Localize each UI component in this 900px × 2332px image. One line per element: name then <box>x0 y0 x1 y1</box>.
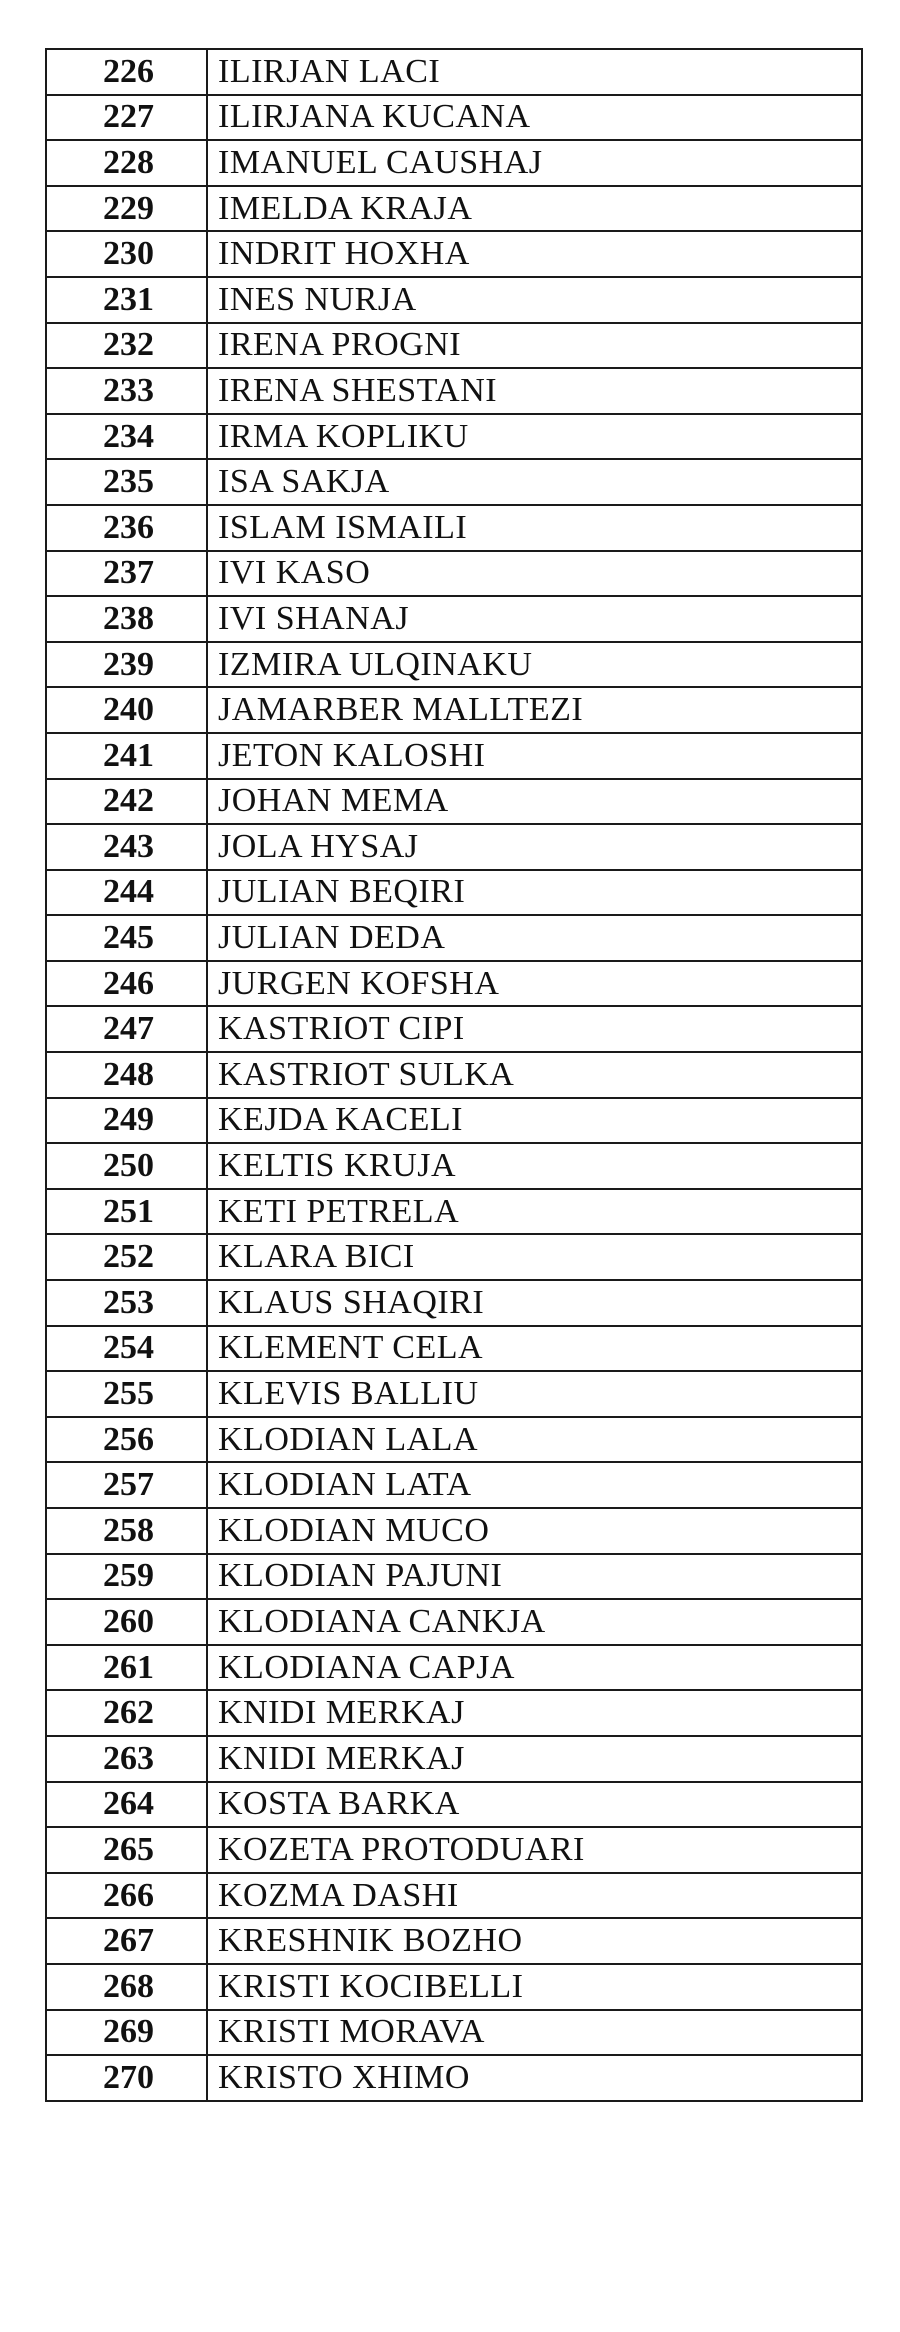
person-name-cell: ILIRJAN LACI <box>207 49 862 95</box>
table-row <box>46 2010 862 2056</box>
row-number-cell: 252 <box>46 1234 207 1280</box>
table-row <box>46 368 862 414</box>
person-name-cell: KLODIANA CANKJA <box>207 1599 862 1645</box>
row-number-cell: 264 <box>46 1782 207 1828</box>
row-number-cell: 254 <box>46 1326 207 1372</box>
table-row <box>46 642 862 688</box>
row-number-cell: 253 <box>46 1280 207 1326</box>
person-name-cell: KRESHNIK BOZHO <box>207 1918 862 1964</box>
table-row <box>46 961 862 1007</box>
table-row <box>46 779 862 825</box>
person-name-cell: KOZETA PROTODUARI <box>207 1827 862 1873</box>
table-row <box>46 1417 862 1463</box>
row-number-cell: 270 <box>46 2055 207 2101</box>
row-number-cell: 241 <box>46 733 207 779</box>
table-row <box>46 1006 862 1052</box>
person-name-cell: IZMIRA ULQINAKU <box>207 642 862 688</box>
person-name-cell: KETI PETRELA <box>207 1189 862 1235</box>
person-name-cell: KOZMA DASHI <box>207 1873 862 1919</box>
person-name-cell: KRISTO XHIMO <box>207 2055 862 2101</box>
row-number-cell: 256 <box>46 1417 207 1463</box>
person-name-cell: KLODIAN LALA <box>207 1417 862 1463</box>
table-row <box>46 824 862 870</box>
person-name-cell: KELTIS KRUJA <box>207 1143 862 1189</box>
name-list-table <box>45 48 863 2102</box>
table-row <box>46 2055 862 2101</box>
table-row <box>46 870 862 916</box>
row-number-cell: 227 <box>46 95 207 141</box>
person-name-cell: KNIDI MERKAJ <box>207 1736 862 1782</box>
row-number-cell: 265 <box>46 1827 207 1873</box>
table-row <box>46 140 862 186</box>
row-number-cell: 258 <box>46 1508 207 1554</box>
table-row <box>46 1326 862 1372</box>
row-number-cell: 268 <box>46 1964 207 2010</box>
table-row <box>46 1873 862 1919</box>
table-row <box>46 1234 862 1280</box>
row-number-cell: 269 <box>46 2010 207 2056</box>
person-name-cell: IMANUEL CAUSHAJ <box>207 140 862 186</box>
row-number-cell: 261 <box>46 1645 207 1691</box>
row-number-cell: 255 <box>46 1371 207 1417</box>
table-row <box>46 1508 862 1554</box>
person-name-cell: KLAUS SHAQIRI <box>207 1280 862 1326</box>
row-number-cell: 228 <box>46 140 207 186</box>
row-number-cell: 237 <box>46 551 207 597</box>
row-number-cell: 245 <box>46 915 207 961</box>
table-row <box>46 186 862 232</box>
table-row <box>46 414 862 460</box>
person-name-cell: JULIAN BEQIRI <box>207 870 862 916</box>
table-row <box>46 1462 862 1508</box>
row-number-cell: 231 <box>46 277 207 323</box>
person-name-cell: KRISTI KOCIBELLI <box>207 1964 862 2010</box>
table-row <box>46 459 862 505</box>
table-row <box>46 1964 862 2010</box>
person-name-cell: KLEVIS BALLIU <box>207 1371 862 1417</box>
table-row <box>46 1280 862 1326</box>
person-name-cell: KNIDI MERKAJ <box>207 1690 862 1736</box>
row-number-cell: 240 <box>46 687 207 733</box>
row-number-cell: 242 <box>46 779 207 825</box>
row-number-cell: 239 <box>46 642 207 688</box>
row-number-cell: 243 <box>46 824 207 870</box>
person-name-cell: JOLA HYSAJ <box>207 824 862 870</box>
person-name-cell: KLODIANA CAPJA <box>207 1645 862 1691</box>
person-name-cell: KLODIAN PAJUNI <box>207 1554 862 1600</box>
table-row <box>46 1143 862 1189</box>
table-row <box>46 1645 862 1691</box>
row-number-cell: 259 <box>46 1554 207 1600</box>
person-name-cell: JURGEN KOFSHA <box>207 961 862 1007</box>
person-name-cell: JAMARBER MALLTEZI <box>207 687 862 733</box>
person-name-cell: KLODIAN MUCO <box>207 1508 862 1554</box>
table-row <box>46 95 862 141</box>
row-number-cell: 267 <box>46 1918 207 1964</box>
table-row <box>46 915 862 961</box>
person-name-cell: KASTRIOT SULKA <box>207 1052 862 1098</box>
table-row <box>46 1052 862 1098</box>
row-number-cell: 226 <box>46 49 207 95</box>
table-row <box>46 1782 862 1828</box>
row-number-cell: 246 <box>46 961 207 1007</box>
row-number-cell: 260 <box>46 1599 207 1645</box>
table-row <box>46 1554 862 1600</box>
table-row <box>46 1736 862 1782</box>
table-row <box>46 323 862 369</box>
person-name-cell: KEJDA KACELI <box>207 1098 862 1144</box>
person-name-cell: KLEMENT CELA <box>207 1326 862 1372</box>
person-name-cell: KRISTI MORAVA <box>207 2010 862 2056</box>
person-name-cell: KLARA BICI <box>207 1234 862 1280</box>
person-name-cell: ISA SAKJA <box>207 459 862 505</box>
person-name-cell: IVI KASO <box>207 551 862 597</box>
table-row <box>46 49 862 95</box>
row-number-cell: 244 <box>46 870 207 916</box>
table-row <box>46 687 862 733</box>
row-number-cell: 248 <box>46 1052 207 1098</box>
table-row <box>46 505 862 551</box>
table-row <box>46 1690 862 1736</box>
person-name-cell: KOSTA BARKA <box>207 1782 862 1828</box>
person-name-cell: IMELDA KRAJA <box>207 186 862 232</box>
row-number-cell: 238 <box>46 596 207 642</box>
table-row <box>46 231 862 277</box>
person-name-cell: KLODIAN LATA <box>207 1462 862 1508</box>
name-list-body <box>46 49 862 2101</box>
row-number-cell: 229 <box>46 186 207 232</box>
person-name-cell: KASTRIOT CIPI <box>207 1006 862 1052</box>
person-name-cell: JOHAN MEMA <box>207 779 862 825</box>
table-row <box>46 733 862 779</box>
person-name-cell: IRENA PROGNI <box>207 323 862 369</box>
row-number-cell: 263 <box>46 1736 207 1782</box>
table-row <box>46 1599 862 1645</box>
row-number-cell: 251 <box>46 1189 207 1235</box>
person-name-cell: ILIRJANA KUCANA <box>207 95 862 141</box>
table-row <box>46 1189 862 1235</box>
table-row <box>46 1918 862 1964</box>
row-number-cell: 233 <box>46 368 207 414</box>
row-number-cell: 257 <box>46 1462 207 1508</box>
person-name-cell: IVI SHANAJ <box>207 596 862 642</box>
row-number-cell: 235 <box>46 459 207 505</box>
person-name-cell: IRENA SHESTANI <box>207 368 862 414</box>
row-number-cell: 247 <box>46 1006 207 1052</box>
table-row <box>46 1098 862 1144</box>
row-number-cell: 230 <box>46 231 207 277</box>
row-number-cell: 232 <box>46 323 207 369</box>
person-name-cell: IRMA KOPLIKU <box>207 414 862 460</box>
row-number-cell: 234 <box>46 414 207 460</box>
table-row <box>46 277 862 323</box>
table-row <box>46 1827 862 1873</box>
table-row <box>46 551 862 597</box>
row-number-cell: 236 <box>46 505 207 551</box>
person-name-cell: JETON KALOSHI <box>207 733 862 779</box>
person-name-cell: INDRIT HOXHA <box>207 231 862 277</box>
table-row <box>46 596 862 642</box>
row-number-cell: 249 <box>46 1098 207 1144</box>
row-number-cell: 266 <box>46 1873 207 1919</box>
table-row <box>46 1371 862 1417</box>
row-number-cell: 250 <box>46 1143 207 1189</box>
row-number-cell: 262 <box>46 1690 207 1736</box>
person-name-cell: JULIAN DEDA <box>207 915 862 961</box>
person-name-cell: INES NURJA <box>207 277 862 323</box>
person-name-cell: ISLAM ISMAILI <box>207 505 862 551</box>
